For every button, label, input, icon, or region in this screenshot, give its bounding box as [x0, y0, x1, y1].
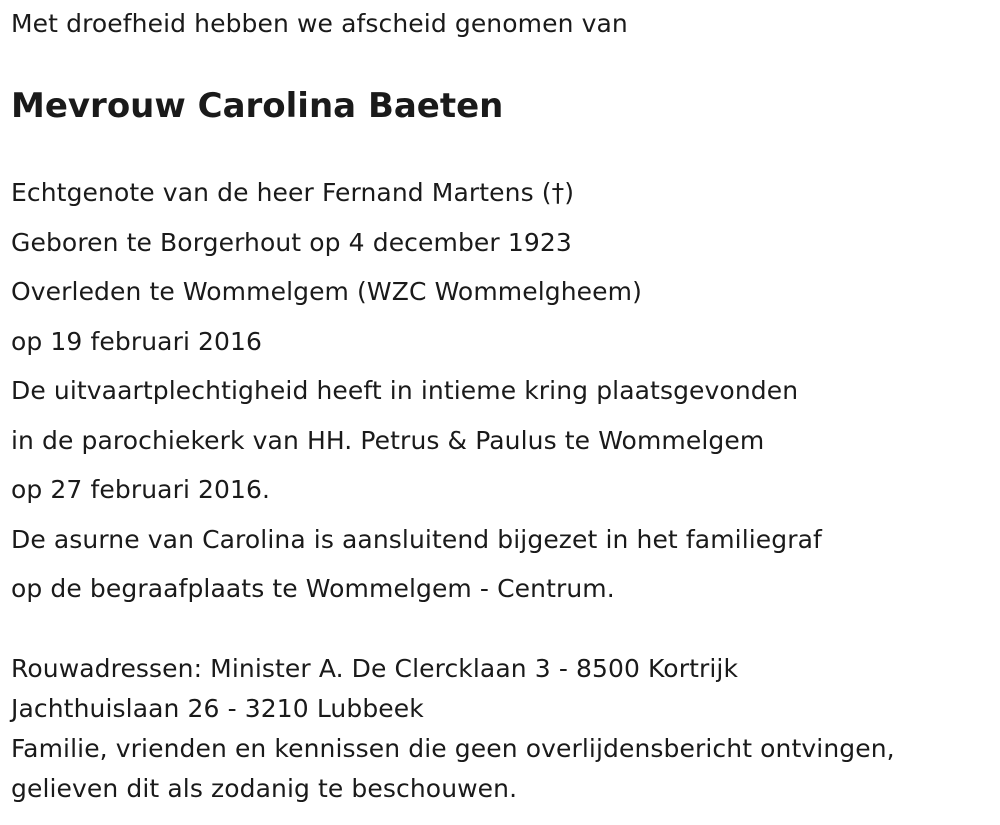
detail-line-birth: Geboren te Borgerhout op 4 december 1923 — [11, 228, 572, 257]
detail-line-funeral: De uitvaartplechtigheid heeft in intieme kring plaatsgevonden — [11, 376, 799, 405]
footer-line-notice-2: gelieven dit als zodanig te beschouwen. — [11, 774, 518, 803]
footer-line-notice-1: Familie, vrienden en kennissen die geen overlijdensbericht ontvingen, — [11, 734, 895, 763]
footer-line-address-2: Jachthuislaan 26 - 3210 Lubbeek — [11, 694, 424, 723]
detail-line-death-place: Overleden te Wommelgem (WZC Wommelgheem) — [11, 277, 642, 306]
footer-line-address-1: Rouwadressen: Minister A. De Clercklaan 3 - 8500 Kortrijk — [11, 654, 739, 683]
detail-line-spouse: Echtgenote van de heer Fernand Martens (†) — [11, 178, 575, 207]
detail-line-urn: De asurne van Carolina is aansluitend bijgezet in het familiegraf — [11, 525, 822, 554]
intro-text: Met droefheid hebben we afscheid genomen van — [11, 9, 628, 38]
detail-line-funeral-date: op 27 februari 2016. — [11, 475, 271, 504]
detail-line-death-date: op 19 februari 2016 — [11, 327, 263, 356]
detail-line-church: in de parochiekerk van HH. Petrus & Paulus te Wommelgem — [11, 426, 765, 455]
deceased-name: Mevrouw Carolina Baeten — [11, 86, 504, 126]
detail-line-cemetery: op de begraafplaats te Wommelgem - Centrum. — [11, 574, 615, 603]
